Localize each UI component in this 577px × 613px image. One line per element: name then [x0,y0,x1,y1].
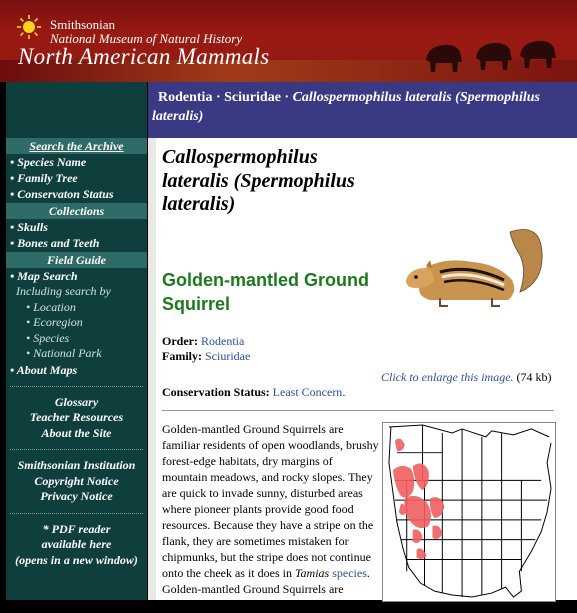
scientific-name-heading: Callospermophilus lateralis (Spermophilus lateralis) [162,146,355,215]
nav-family-tree[interactable]: • Family Tree [10,171,78,185]
nav-smithsonian-institution[interactable]: Smithsonian Institution [17,458,136,472]
squirrel-image[interactable] [400,222,550,312]
image-size: (74 kb) [516,370,552,384]
museum-name[interactable]: National Museum of Natural History [50,31,243,46]
enlarge-image-block [381,369,561,385]
pdf-reader-note[interactable]: * PDF reader [42,521,111,536]
genus-name: Tamias [294,566,330,580]
nav-about-site[interactable]: About the Site [41,425,112,440]
description-text: Golden-mantled Ground Squirrels are familiar residents of open woodlands, brushy forest-edge habitats, dry margins of mountain meadows, and rocky slopes. They are quick to invade sunny, disturbed areas where pioneer plants provide good food resources. Because they have a stripe on the flank, they are sometimes mistaken for chipmunks, but the stripe does not continue onto the cheek as it does in [162,422,379,580]
nav-bones-teeth[interactable]: • Bones and Teeth [10,236,100,250]
nav-conservation-status[interactable]: • Conservaton Status [10,187,114,201]
search-archive-link[interactable]: Search the Archive [6,138,147,154]
nav-privacy-notice[interactable]: Privacy Notice [40,489,113,503]
site-banner [0,0,577,82]
common-name-heading: Golden-mantled Ground Squirrel [162,270,369,314]
pdf-reader-window-note[interactable]: (opens in a new window) [15,552,138,567]
breadcrumb [148,82,577,138]
sidebar-nav [6,82,147,600]
sidebar-divider [10,449,143,450]
site-title[interactable]: North American Mammals [18,44,270,69]
nav-search-species[interactable]: • Species [26,330,70,345]
collections-heading: Collections [6,203,147,219]
order-label: Order: [162,334,198,348]
conservation-status-link[interactable]: Least Concern [272,385,343,399]
species-link[interactable]: species [332,566,367,580]
including-search-by-label: Including search by [16,284,111,298]
nav-search-national-park[interactable]: • National Park [26,346,102,360]
muskox-silhouette-icon [420,32,560,78]
enlarge-image-link[interactable]: Click to enlarge this image. [381,370,514,384]
conservation-status-label: Conservation Status: [162,385,270,399]
nav-glossary[interactable]: Glossary [54,394,99,409]
pdf-reader-available[interactable]: available here [41,537,112,551]
family-link[interactable]: Sciuridae [205,349,251,363]
nav-about-maps[interactable]: • About Maps [10,362,78,377]
sidebar-divider [10,513,143,514]
breadcrumb-separator: · [215,90,221,105]
sidebar-divider [10,386,143,387]
nav-skulls[interactable]: • Skulls [10,220,48,234]
field-guide-heading: Field Guide [6,252,147,268]
content-divider [162,410,554,411]
range-map-image[interactable] [382,422,556,602]
nav-teacher-resources[interactable]: Teacher Resources [29,410,124,424]
institution-name[interactable]: Smithsonian [50,17,116,32]
taxonomy-block [162,334,250,364]
breadcrumb-separator: · [284,90,290,105]
sidebar-spacer [6,82,147,137]
nav-map-search[interactable]: • Map Search [10,269,78,283]
smithsonian-sun-logo-icon[interactable] [16,14,42,40]
breadcrumb-family[interactable]: Sciuridae [224,90,281,105]
nav-copyright-notice[interactable]: Copyright Notice [34,473,119,488]
nav-species-name[interactable]: • Species Name [10,155,87,169]
description-text-continued: . Golden-mantled Ground Squirrels are solitary burrow dwellers [162,566,370,612]
nav-search-location[interactable]: • Location [26,299,76,314]
breadcrumb-species: Callospermophilus lateralis (Spermophilus lateralis) [152,90,540,124]
conservation-status: Conservation Status: Least Concern. [162,385,346,399]
breadcrumb-order[interactable]: Rodentia [158,90,213,105]
family-label: Family: [162,349,202,363]
species-description [162,421,380,613]
species-main-panel [148,138,577,612]
nav-search-ecoregion[interactable]: • Ecoregion [26,315,83,329]
order-link[interactable]: Rodentia [200,334,245,348]
